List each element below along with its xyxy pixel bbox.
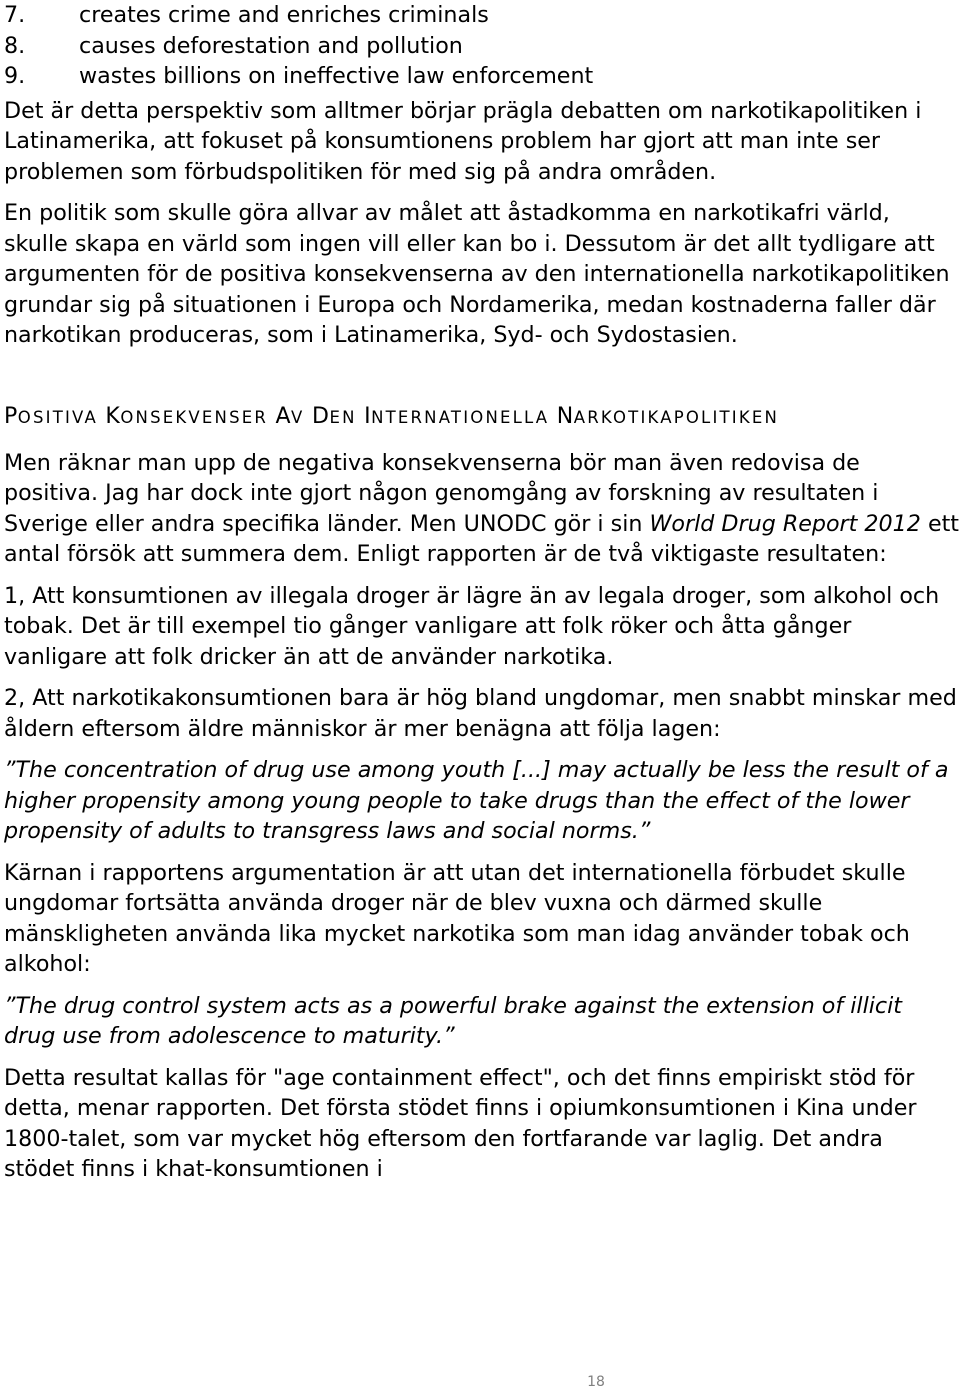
- paragraph-positive-consequences: Men räknar man upp de negativa konsekvenserna bör man även redovisa de positiva. Jag har dock inte gjort någon genomgång av forskning av resultaten i Sverige eller andra specifika länder. Men UNODC gör i sin World Drug Report 2012 ett antal försök att summera dem. Enligt rapporten är de två viktigaste resultaten:: [4, 449, 960, 567]
- list-item: [4, 61, 960, 92]
- list-number: 8.: [4, 32, 26, 59]
- report-title: World Drug Report 2012: [649, 510, 921, 537]
- list-item: [4, 0, 960, 31]
- paragraph-result-two: 2, Att narkotikakonsumtionen bara är hög bland ungdomar, men snabbt minskar med åldern eftersom äldre människor är mer benägna att följa lagen:: [4, 685, 957, 742]
- list-text: wastes billions on ineffective law enforcement: [79, 63, 594, 89]
- page-number: 18: [587, 1374, 605, 1390]
- paragraph-age-containment: Detta resultat kallas för "age containment effect", och det finns empiriskt stöd för detta, menar rapporten. Det första stödet finns i opiumkonsumtionen i Kina under 1800-talet, som var mycket hög eftersom den fortfarande var laglig. Det andra stödet finns i khat-konsumtionen i: [4, 1064, 917, 1182]
- document-page: [4, 0, 960, 1185]
- quote-youth: ”The concentration of drug use among youth [...] may actually be less the result of a higher propensity among young people to take drugs than the effect of the lower propensity of adults to transgress laws and social norms.”: [4, 757, 949, 844]
- list-text: causes deforestation and pollution: [79, 32, 463, 59]
- section-heading: POSITIVA KONSEKVENSER AV DEN INTERNATIONELLA NARKOTIKAPOLITIKEN: [4, 403, 780, 429]
- paragraph-drug-free-world: En politik som skulle göra allvar av målet att åstadkomma en narkotikafri värld, skulle skapa en värld som ingen vill eller kan bo i. Dessutom är det allt tydligare att argumenten för de positiva konsekvenserna av den internationella narkotikapolitiken grundar sig på situationen i Europa och Nordamerika, medan kostnaderna faller där narkotikan produceras, som i Latinamerika, Syd- och Sydostasien.: [4, 200, 950, 348]
- paragraph-perspective: Det är detta perspektiv som alltmer börjar prägla debatten om narkotikapolitiken i Latinamerika, att fokuset på konsumtionens problem har gjort att man inte ser problemen som förbudspolitiken för med sig på andra områden.: [4, 97, 922, 185]
- list-number: 9.: [4, 63, 26, 89]
- list-text: creates crime and enriches criminals: [79, 2, 489, 28]
- quote-brake: ”The drug control system acts as a powerful brake against the extension of illicit drug use from adolescence to maturity.”: [4, 992, 902, 1049]
- list-number: 7.: [4, 2, 26, 28]
- list-item: [4, 31, 960, 62]
- paragraph-core-argument: Kärnan i rapportens argumentation är att utan det internationella förbudet skulle ungdomar fortsätta använda droger när de blev vuxna och därmed skulle mänskligheten använda lika mycket narkotika som man idag använder tobak och alkohol:: [4, 859, 910, 977]
- paragraph-result-one: 1, Att konsumtionen av illegala droger är lägre än av legala droger, som alkohol och tobak. Det är till exempel tio gånger vanligare att folk röker och åtta gånger vanligare att folk dricker än att de använder narkotika.: [4, 582, 940, 670]
